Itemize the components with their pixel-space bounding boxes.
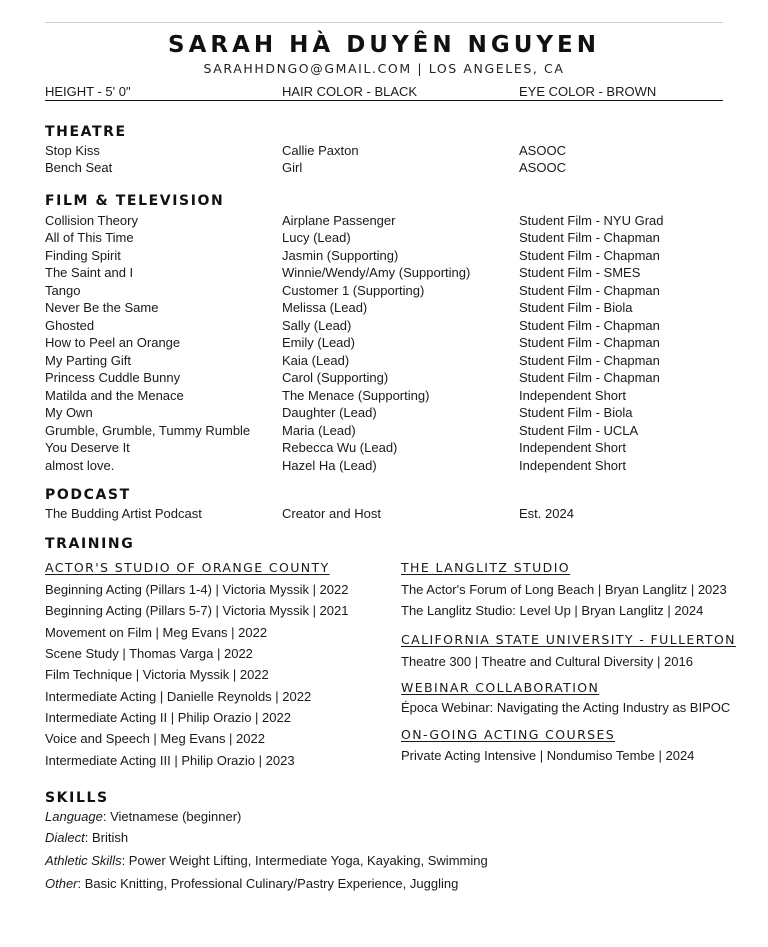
training-item: The Actor's Forum of Long Beach | Bryan Langlitz | 2023 [401, 582, 727, 597]
training-item: The Langlitz Studio: Level Up | Bryan Langlitz | 2024 [401, 603, 704, 618]
credit-title: Princess Cuddle Bunny [45, 370, 181, 385]
credit-title: almost love. [45, 458, 115, 473]
skill-value: : Power Weight Lifting, Intermediate Yoga, Kayaking, Swimming [121, 853, 488, 868]
credit-row [45, 388, 725, 405]
skill-line [45, 830, 128, 845]
credit-role: Winnie/Wendy/Amy (Supporting) [282, 265, 471, 280]
credit-row [45, 143, 725, 160]
credit-title: The Saint and I [45, 265, 134, 280]
eye-stat: EYE COLOR - BROWN [519, 84, 657, 99]
credit-company: Student Film - Chapman [519, 370, 660, 385]
theatre-heading: THEATRE [45, 124, 127, 140]
training-item: Film Technique | Victoria Myssik | 2022 [45, 667, 269, 682]
credit-company: Student Film - Chapman [519, 318, 660, 333]
credit-role: Hazel Ha (Lead) [282, 458, 377, 473]
credit-row [45, 335, 725, 352]
credit-title: Tango [45, 283, 81, 298]
film-heading: FILM & TELEVISION [45, 193, 225, 209]
training-item: Beginning Acting (Pillars 5-7) | Victoria Myssik | 2021 [45, 603, 349, 618]
credit-row [45, 283, 725, 300]
credit-company: ASOOC [519, 160, 566, 175]
credit-role: Melissa (Lead) [282, 300, 368, 315]
training-item: Scene Study | Thomas Varga | 2022 [45, 646, 253, 661]
credit-title: How to Peel an Orange [45, 335, 181, 350]
credit-row [45, 423, 725, 440]
training-org-heading: CALIFORNIA STATE UNIVERSITY - FULLERTON [401, 632, 736, 647]
credit-title: Matilda and the Menace [45, 388, 184, 403]
credit-role: Customer 1 (Supporting) [282, 283, 425, 298]
training-item: Intermediate Acting II | Philip Orazio | 2022 [45, 710, 291, 725]
credit-company: Student Film - Biola [519, 300, 633, 315]
skill-value: : Vietnamese (beginner) [102, 809, 242, 824]
credit-title: You Deserve It [45, 440, 130, 455]
credit-company: Independent Short [519, 458, 626, 473]
credit-role: Callie Paxton [282, 143, 359, 158]
credit-row [45, 300, 725, 317]
contact-line: SARAHHDNGO@GMAIL.COM | LOS ANGELES, CA [203, 61, 565, 76]
credit-role: The Menace (Supporting) [282, 388, 430, 403]
credit-title: Never Be the Same [45, 300, 159, 315]
credit-row [45, 318, 725, 335]
credit-row [45, 506, 725, 523]
training-org-heading: THE LANGLITZ STUDIO [401, 560, 571, 575]
credit-title: Finding Spirit [45, 248, 121, 263]
credit-title: My Parting Gift [45, 353, 131, 368]
credit-role: Maria (Lead) [282, 423, 356, 438]
credit-title: Stop Kiss [45, 143, 100, 158]
credit-title: Grumble, Grumble, Tummy Rumble [45, 423, 251, 438]
credit-row [45, 440, 725, 457]
credit-company: Student Film - Chapman [519, 353, 660, 368]
credit-role: Airplane Passenger [282, 213, 396, 228]
training-item: Theatre 300 | Theatre and Cultural Diversity | 2016 [401, 654, 693, 669]
skill-line [45, 853, 488, 868]
credit-role: Emily (Lead) [282, 335, 355, 350]
skill-label: Other [45, 876, 78, 891]
credit-row [45, 265, 725, 282]
credit-title: The Budding Artist Podcast [45, 506, 202, 521]
training-item: Intermediate Acting | Danielle Reynolds | 2022 [45, 689, 312, 704]
credit-row [45, 353, 725, 370]
skill-value: : British [84, 830, 129, 845]
training-heading: TRAINING [45, 536, 135, 552]
stats-bar [45, 84, 723, 101]
credit-row [45, 230, 725, 247]
credit-company: Student Film - SMES [519, 265, 641, 280]
training-item: Beginning Acting (Pillars 1-4) | Victoria Myssik | 2022 [45, 582, 349, 597]
podcast-heading: PODCAST [45, 487, 131, 503]
credit-role: Creator and Host [282, 506, 381, 521]
skills-heading: SKILLS [45, 790, 109, 806]
skill-value: : Basic Knitting, Professional Culinary/Pastry Experience, Juggling [77, 876, 459, 891]
hair-stat: HAIR COLOR - BLACK [282, 84, 418, 99]
skill-line [45, 809, 241, 824]
credit-row [45, 405, 725, 422]
skill-label: Dialect [45, 830, 85, 845]
training-item: Private Acting Intensive | Nondumiso Tembe | 2024 [401, 748, 695, 763]
credit-row [45, 370, 725, 387]
credit-company: Student Film - Biola [519, 405, 633, 420]
credit-row [45, 458, 725, 475]
credit-company: Student Film - Chapman [519, 230, 660, 245]
training-org-heading: WEBINAR COLLABORATION [401, 680, 600, 695]
credit-role: Rebecca Wu (Lead) [282, 440, 398, 455]
credit-title: Collision Theory [45, 213, 138, 228]
credit-role: Kaia (Lead) [282, 353, 350, 368]
credit-company: Student Film - Chapman [519, 248, 660, 263]
training-item: Voice and Speech | Meg Evans | 2022 [45, 731, 265, 746]
skill-label: Athletic Skills [45, 853, 122, 868]
training-item: Intermediate Acting III | Philip Orazio | 2023 [45, 753, 295, 768]
credit-row [45, 213, 725, 230]
training-org-heading: ON-GOING ACTING COURSES [401, 727, 616, 742]
credit-row [45, 248, 725, 265]
credit-company: Student Film - Chapman [519, 283, 660, 298]
credit-role: Jasmin (Supporting) [282, 248, 399, 263]
credit-company: Student Film - NYU Grad [519, 213, 664, 228]
credit-role: Carol (Supporting) [282, 370, 389, 385]
skill-line [45, 876, 458, 891]
credit-row [45, 160, 725, 177]
credit-role: Sally (Lead) [282, 318, 352, 333]
credit-role: Daughter (Lead) [282, 405, 377, 420]
credit-company: Independent Short [519, 388, 626, 403]
skill-label: Language [45, 809, 103, 824]
credit-company: Student Film - UCLA [519, 423, 639, 438]
credit-title: All of This Time [45, 230, 134, 245]
training-item: Movement on Film | Meg Evans | 2022 [45, 625, 268, 640]
top-divider [45, 22, 723, 23]
credit-role: Girl [282, 160, 303, 175]
training-item: Época Webinar: Navigating the Acting Industry as BIPOC [401, 700, 731, 715]
credit-company: Independent Short [519, 440, 626, 455]
height-stat: HEIGHT - 5' 0" [45, 84, 131, 99]
credit-title: Bench Seat [45, 160, 113, 175]
credit-company: Est. 2024 [519, 506, 574, 521]
credit-company: Student Film - Chapman [519, 335, 660, 350]
credit-role: Lucy (Lead) [282, 230, 351, 245]
credit-title: Ghosted [45, 318, 95, 333]
actor-name: SARAH HÀ DUYÊN NGUYEN [168, 32, 600, 58]
credit-title: My Own [45, 405, 93, 420]
credit-company: ASOOC [519, 143, 566, 158]
training-org-heading: ACTOR'S STUDIO OF ORANGE COUNTY [45, 560, 330, 575]
